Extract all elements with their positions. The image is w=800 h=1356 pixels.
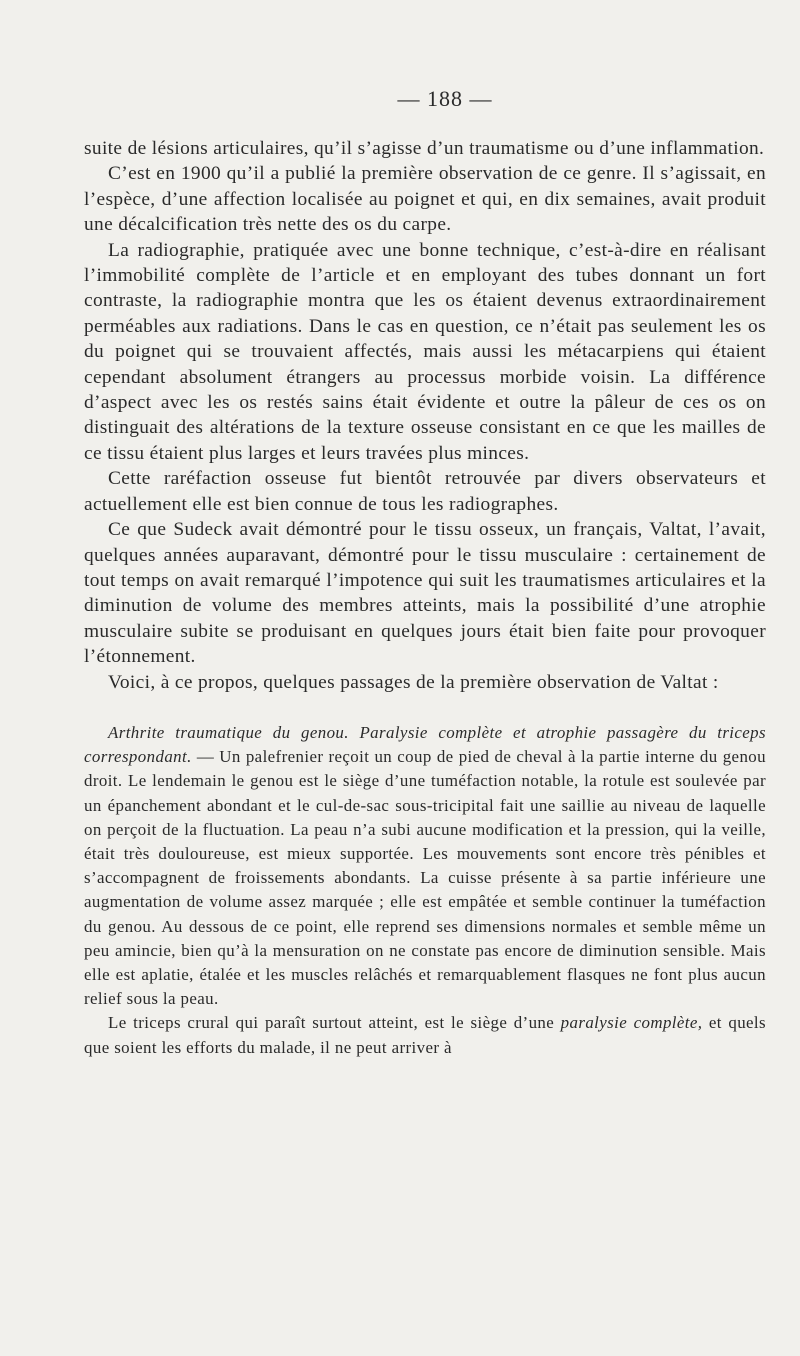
paragraph: Ce que Sudeck avait démontré pour le tissu osseux, un français, Valtat, l’avait, quelques années auparavant, démontré pour le tissu musculaire : certainement de tout temps on avait remarqué l’impotence qui suit les traumatismes articulaires et la diminution de volume des membres atteints, mais la possibilité d’une atrophie musculaire subite se produisant en quelques jours était bien faite pour provoquer l’étonnement. (84, 519, 766, 668)
page-number: — 188 — (397, 86, 493, 111)
paragraph: Voici, à ce propos, quelques passages de la première observation de Valtat : (108, 671, 719, 693)
quote-last-end: et quels que soient les efforts du malade, il ne peut arriver à (84, 1013, 767, 1057)
quote-title: Arthrite traumatique du genou. Paralysie complète et atrophie passagère du triceps correspondant. (84, 722, 766, 767)
quote-last-emphasis: paralysie complète, (560, 1013, 703, 1033)
body-text (84, 136, 766, 695)
quote-paragraph (84, 721, 766, 1011)
quote-text: — Un palefrenier reçoit un coup de pied de cheval à la partie interne du genou droit. Le lendemain le genou est le siège d’une tuméfaction notable, la rotule est soulevée par un épanchement abondant et le cul-de-sac sous-tricipital fait une saillie au niveau de laquelle on perçoit de la fluctuation. La peau n’a subi aucune modification et la pression, qui la veille, était très douloureuse, est mieux supportée. Les mouvements sont encore très pénibles et s’accompagnent de froissements abondants. La cuisse présente à sa partie inférieure une augmentation de volume assez marquée ; elle est empâtée et semble continuer la tuméfaction du genou. Au dessous de ce point, elle reprend ses dimensions normales et semble même un peu amincie, bien qu’à la mensuration on ne constate pas encore de diminution sensible. Mais elle est aplatie, étalée et les muscles relâchés et remarquablement flasques ne font plus aucun relief sous la peau. (84, 747, 766, 1009)
quote-paragraph-last (84, 1011, 766, 1059)
paragraph: Cette raréfaction osseuse fut bientôt retrouvée par divers observateurs et actuellement elle est bien connue de tous les radiographes. (84, 468, 766, 515)
paragraph: C’est en 1900 qu’il a publié la première observation de ce genre. Il s’agissait, en l’espèce, d’une affection localisée au poignet et qui, en dix semaines, avait produit une décalcification très nette des os du carpe. (84, 163, 766, 236)
quoted-observation (84, 721, 766, 1060)
document-page (84, 86, 766, 1060)
paragraph: La radiographie, pratiquée avec une bonne technique, c’est-à-dire en réalisant l’immobilité complète de l’article et en employant des tubes donnant un fort contraste, la radiographie montra que les os étaient devenus extraordinairement perméables aux radiations. Dans le cas en question, ce n’était pas seulement les os du poignet qui se trouvaient affectés, mais aussi les métacarpiens qui étaient cependant absolument étrangers au processus morbide voisin. La différence d’aspect avec les os restés sains était évidente et outre la pâleur de ces os on distinguait des altérations de la texture osseuse consistant en ce que les mailles de ce tissu étaient plus larges et leurs travées plus minces. (84, 239, 766, 464)
quote-last-start: Le triceps crural qui paraît surtout atteint, est le siège d’une (108, 1013, 561, 1033)
paragraph: suite de lésions articulaires, qu’il s’agisse d’un traumatisme ou d’une inflammation. (84, 138, 765, 159)
